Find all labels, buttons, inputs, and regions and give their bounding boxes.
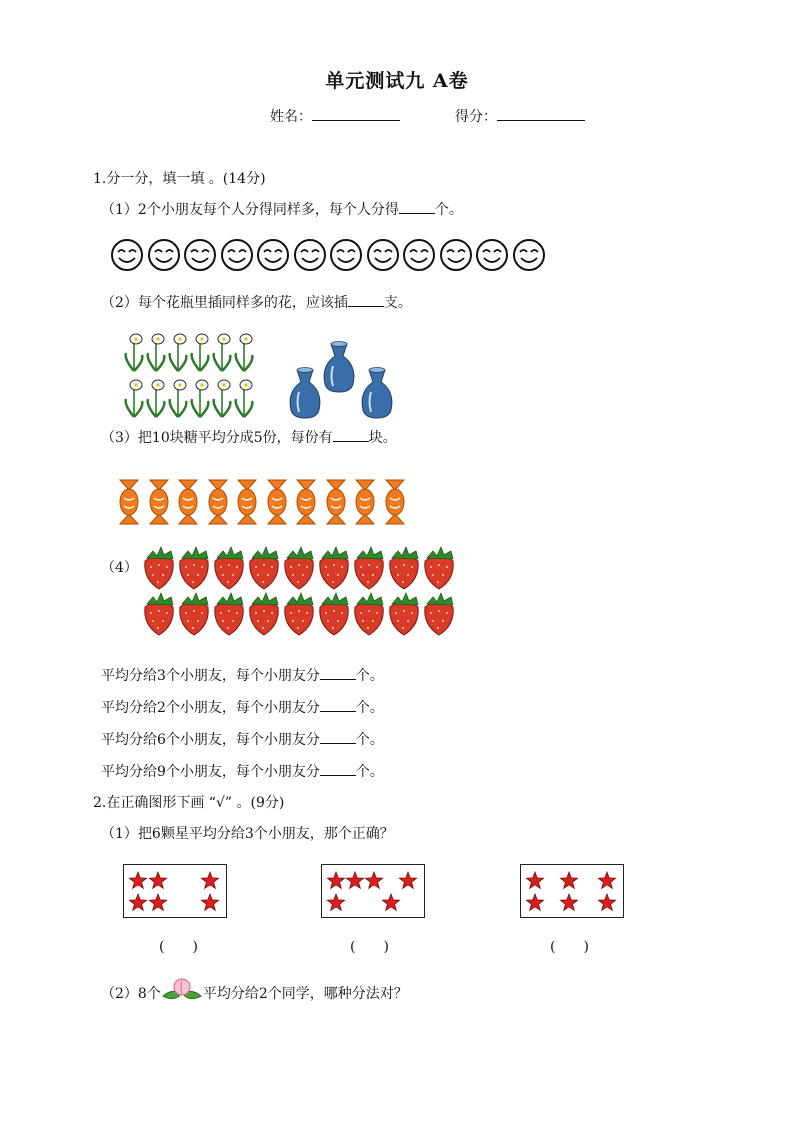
candy-icon bbox=[293, 478, 319, 526]
candy-row bbox=[116, 478, 411, 526]
candy-icon bbox=[146, 478, 172, 526]
q2-2-suffix: 平均分给2个同学，哪种分法对？ bbox=[202, 986, 408, 1002]
peach-icon bbox=[161, 976, 203, 1002]
smiley-icon bbox=[475, 238, 509, 272]
candy-icon bbox=[234, 478, 260, 526]
candy-icon bbox=[382, 478, 408, 526]
q1-3-suffix: 块。 bbox=[368, 430, 397, 446]
smiley-icon bbox=[256, 238, 290, 272]
q1-2-prefix: （2）每个花瓶里插同样多的花，应该插 bbox=[101, 295, 348, 311]
smiley-icon bbox=[512, 238, 546, 272]
q1-1-prefix: （1）2个小朋友每个人分得同样多，每个人分得 bbox=[101, 202, 399, 218]
candy-icon bbox=[116, 478, 142, 526]
section2-heading: 2.在正确图形下画 “√” 。(9分) bbox=[93, 795, 285, 811]
star-icon bbox=[129, 872, 146, 888]
smiley-icon bbox=[402, 238, 436, 272]
smiley-icon bbox=[293, 238, 327, 272]
star-box-3[interactable] bbox=[520, 864, 624, 918]
section1-heading: 1.分一分，填一填 。(14分) bbox=[93, 171, 266, 187]
star-icon bbox=[399, 872, 416, 888]
q1-4-line-3-blank[interactable] bbox=[320, 731, 356, 744]
smiley-icon bbox=[366, 238, 400, 272]
q1-4-line-1-prefix: 平均分给3个小朋友，每个小朋友分 bbox=[101, 668, 320, 684]
star-icon bbox=[598, 894, 615, 910]
star-box-1[interactable] bbox=[123, 864, 227, 918]
strawberries-picture bbox=[139, 543, 469, 638]
vase-group bbox=[275, 332, 395, 420]
q1-4-label: （4） bbox=[101, 560, 138, 576]
name-label: 姓名： bbox=[270, 109, 312, 125]
smiley-icon bbox=[183, 238, 217, 272]
q1-2-text bbox=[101, 292, 412, 312]
name-field bbox=[270, 106, 400, 126]
stars-picture bbox=[124, 865, 226, 917]
q2-1-text: （1）把6颗星平均分给3个小朋友，那个正确？ bbox=[101, 826, 394, 842]
candy-icon bbox=[264, 478, 290, 526]
q1-3-blank[interactable] bbox=[333, 429, 369, 442]
q1-3-prefix: （3）把10块糖平均分成5份，每份有 bbox=[101, 430, 333, 446]
smiley-icon bbox=[439, 238, 473, 272]
star-icon bbox=[560, 894, 577, 910]
q1-4-line-4 bbox=[101, 761, 384, 781]
star-icon bbox=[149, 894, 166, 910]
star-icon bbox=[526, 894, 543, 910]
star-box-2[interactable] bbox=[321, 864, 425, 918]
score-label: 得分： bbox=[455, 109, 497, 125]
star-icon bbox=[327, 872, 344, 888]
star-icon bbox=[365, 872, 382, 888]
flower-group bbox=[120, 325, 260, 420]
q1-4-line-2-prefix: 平均分给2个小朋友，每个小朋友分 bbox=[101, 700, 320, 716]
q1-1-suffix: 个。 bbox=[434, 202, 463, 218]
star-icon bbox=[327, 894, 344, 910]
q1-2-suffix: 支。 bbox=[383, 295, 412, 311]
star-icon bbox=[201, 872, 218, 888]
q1-4-line-1 bbox=[101, 665, 384, 685]
star-icon bbox=[149, 872, 166, 888]
q1-4-line-3 bbox=[101, 729, 384, 749]
q1-2-blank[interactable] bbox=[348, 294, 384, 307]
star-icon bbox=[201, 894, 218, 910]
vases-picture bbox=[275, 332, 395, 420]
stars-picture bbox=[322, 865, 424, 917]
smiley-row bbox=[110, 238, 548, 272]
smiley-icon bbox=[329, 238, 363, 272]
score-blank[interactable] bbox=[497, 106, 585, 121]
q1-1-text bbox=[101, 199, 463, 219]
strawberry-group bbox=[139, 543, 469, 638]
smiley-icon bbox=[220, 238, 254, 272]
q1-4-line-4-suffix: 个。 bbox=[355, 764, 384, 780]
star-icon bbox=[129, 894, 146, 910]
q1-4-line-3-suffix: 个。 bbox=[355, 732, 384, 748]
star-icon bbox=[560, 872, 577, 888]
score-field bbox=[455, 106, 585, 126]
smiley-icon bbox=[147, 238, 181, 272]
q1-4-line-4-blank[interactable] bbox=[320, 763, 356, 776]
q1-4-line-2-blank[interactable] bbox=[320, 699, 356, 712]
q1-3-text bbox=[101, 427, 397, 447]
stars-picture bbox=[521, 865, 623, 917]
q1-4-line-2 bbox=[101, 697, 384, 717]
answer-paren-3[interactable]: ( ) bbox=[550, 939, 589, 955]
answer-paren-1[interactable]: ( ) bbox=[159, 939, 198, 955]
star-icon bbox=[382, 894, 399, 910]
q1-4-line-1-blank[interactable] bbox=[320, 667, 356, 680]
q1-1-blank[interactable] bbox=[399, 201, 435, 214]
q1-4-line-1-suffix: 个。 bbox=[355, 668, 384, 684]
q1-4-line-4-prefix: 平均分给9个小朋友，每个小朋友分 bbox=[101, 764, 320, 780]
star-icon bbox=[598, 872, 615, 888]
q1-4-line-2-suffix: 个。 bbox=[355, 700, 384, 716]
flowers-picture bbox=[120, 325, 260, 420]
candy-icon bbox=[352, 478, 378, 526]
candy-icon bbox=[205, 478, 231, 526]
star-icon bbox=[526, 872, 543, 888]
name-blank[interactable] bbox=[312, 106, 400, 121]
star-icon bbox=[346, 872, 363, 888]
q1-4-line-3-prefix: 平均分给6个小朋友，每个小朋友分 bbox=[101, 732, 320, 748]
page-title: 单元测试九 A卷 bbox=[325, 70, 469, 92]
q2-2-text bbox=[101, 983, 408, 1003]
candy-icon bbox=[175, 478, 201, 526]
smiley-icon bbox=[110, 238, 144, 272]
answer-paren-2[interactable]: ( ) bbox=[350, 939, 389, 955]
q2-2-prefix: （2）8个 bbox=[101, 986, 161, 1002]
candy-icon bbox=[323, 478, 349, 526]
